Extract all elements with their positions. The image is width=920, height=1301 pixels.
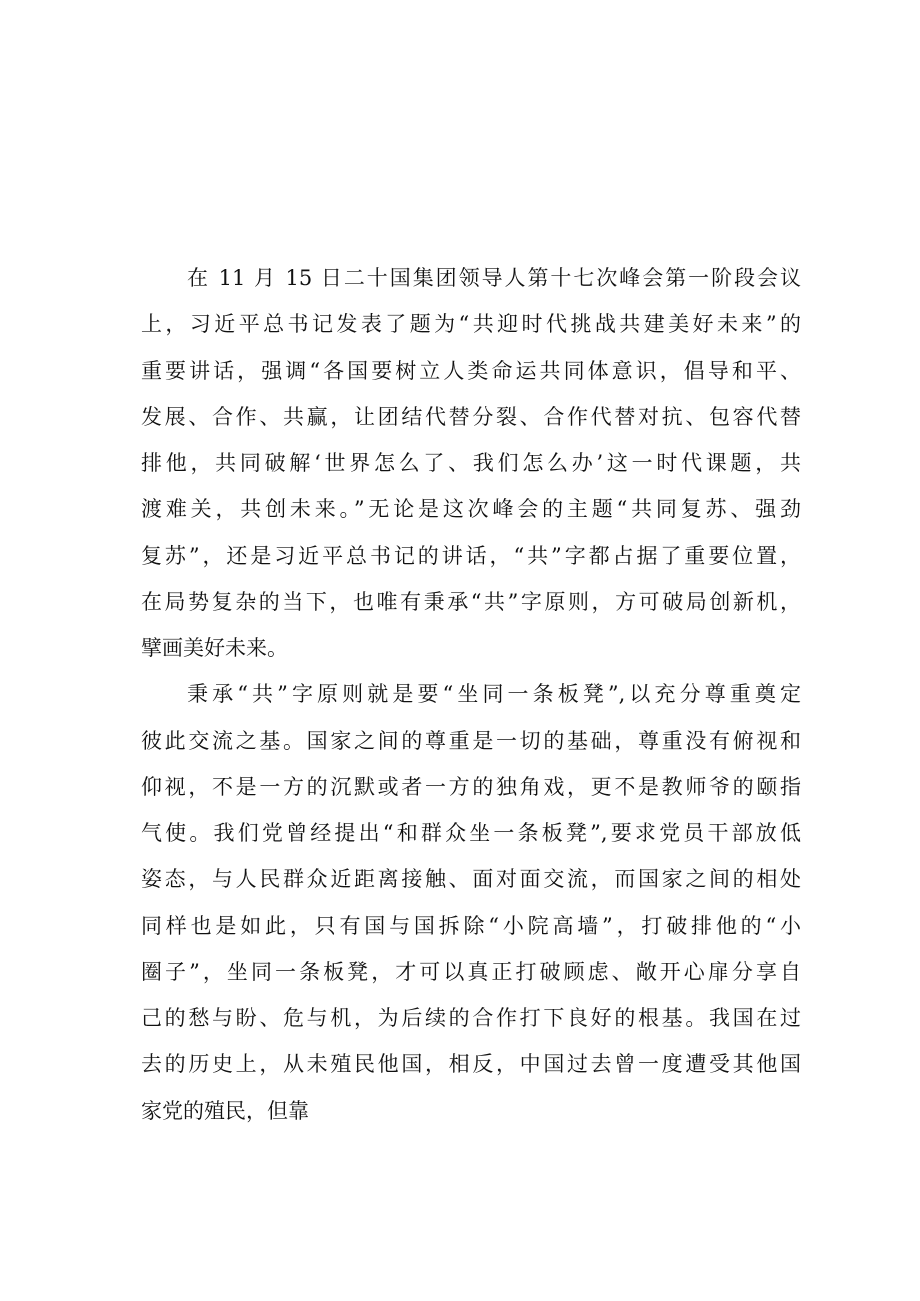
paragraph-1 <box>141 255 801 671</box>
text-line: 家党的殖民，但靠 <box>141 1098 309 1123</box>
text-line: 去的历史上，从未殖民他国，相反，中国过去曾一度遭受其他国 <box>141 1052 801 1077</box>
text-line: 发展、合作、共赢，让团结代替分裂、合作代替对抗、包容代替 <box>141 404 801 429</box>
text-line: 擘画美好未来。 <box>141 636 288 660</box>
text-line: 在 11 月 15 日二十国集团领导人第十七次峰会第一阶段会议 <box>187 266 801 290</box>
document-body <box>141 255 801 1134</box>
text-line: 气使。我们党曾经提出“和群众坐一条板凳”,要求党员干部放低 <box>141 821 801 845</box>
text-line: 重要讲话，强调“各国要树立人类命运共同体意识，倡导和平、 <box>141 358 801 383</box>
text-line: 同样也是如此，只有国与国拆除“小院高墙”，打破排他的“小 <box>141 913 801 938</box>
text-line: 渡难关，共创未来。”无论是这次峰会的主题“共同复苏、强劲 <box>141 497 801 522</box>
text-line: 彼此交流之基。国家之间的尊重是一切的基础，尊重没有俯视和 <box>141 728 801 753</box>
text-line: 圈子”，坐同一条板凳，才可以真正打破顾虑、敞开心扉分享自 <box>141 959 801 984</box>
text-line: 仰视，不是一方的沉默或者一方的独角戏，更不是教师爷的颐指 <box>141 774 801 799</box>
text-line: 上，习近平总书记发表了题为“共迎时代挑战共建美好未来”的 <box>141 312 801 337</box>
text-line: 己的愁与盼、危与机，为后续的合作打下良好的根基。我国在过 <box>141 1006 801 1030</box>
text-line: 复苏”，还是习近平总书记的讲话，“共”字都占据了重要位置， <box>141 543 801 568</box>
text-line: 排他，共同破解‘世界怎么了、我们怎么办’这一时代课题，共 <box>141 451 801 475</box>
text-line: 秉承“共”字原则就是要“坐同一条板凳”,以充分尊重奠定 <box>187 682 801 707</box>
text-line: 在局势复杂的当下，也唯有秉承“共”字原则，方可破局创新机， <box>141 589 801 614</box>
text-line: 姿态，与人民群众近距离接触、面对面交流，而国家之间的相处 <box>141 867 801 892</box>
paragraph-2 <box>141 671 801 1134</box>
